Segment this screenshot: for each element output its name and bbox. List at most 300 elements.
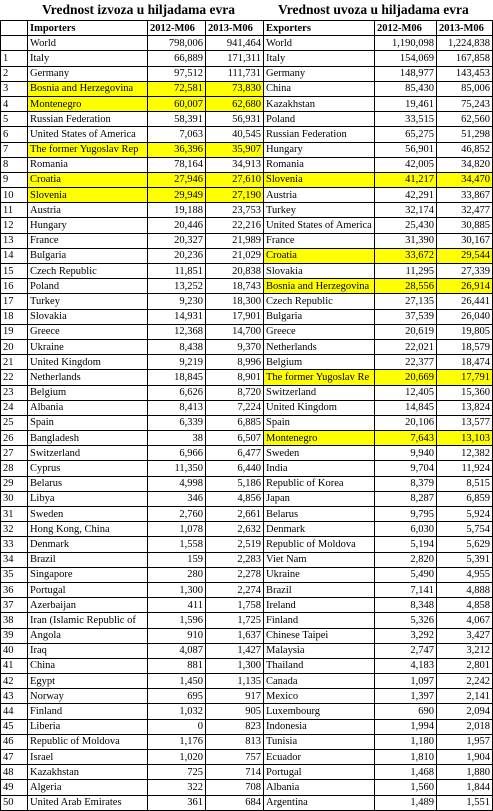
export-2012-value: 11,851 bbox=[148, 264, 206, 279]
exporter-name: Russian Federation bbox=[264, 127, 375, 142]
import-2012-value: 22,377 bbox=[375, 355, 437, 370]
importer-name: The former Yugoslav Rep bbox=[28, 142, 148, 157]
import-2013-value: 2,242 bbox=[437, 674, 493, 689]
exporter-name: Tunisia bbox=[264, 734, 375, 749]
rank-cell: 8 bbox=[1, 157, 28, 172]
exporter-name: Finland bbox=[264, 613, 375, 628]
export-2012-value: 14,931 bbox=[148, 309, 206, 324]
import-2013-value: 2,801 bbox=[437, 658, 493, 673]
import-2013-value: 15,360 bbox=[437, 385, 493, 400]
import-2012-value: 12,405 bbox=[375, 385, 437, 400]
rank-cell: 14 bbox=[1, 248, 28, 263]
importer-name: Cyprus bbox=[28, 461, 148, 476]
exporter-name: Croatia bbox=[264, 248, 375, 263]
export-2012-value: 159 bbox=[148, 552, 206, 567]
import-2013-value: 19,805 bbox=[437, 324, 493, 339]
rank-cell: 36 bbox=[1, 582, 28, 597]
importer-name: Bosnia and Herzegovina bbox=[28, 81, 148, 96]
import-2012-value: 42,005 bbox=[375, 157, 437, 172]
exporter-name: Italy bbox=[264, 51, 375, 66]
importer-name: Algeria bbox=[28, 780, 148, 795]
export-2012-value: 910 bbox=[148, 628, 206, 643]
exporter-name: Spain bbox=[264, 415, 375, 430]
import-2013-value: 13,824 bbox=[437, 400, 493, 415]
exporter-name: United States of America bbox=[264, 218, 375, 233]
rank-cell: 27 bbox=[1, 446, 28, 461]
rank-cell bbox=[1, 36, 28, 51]
table-row bbox=[1, 203, 493, 218]
import-2013-value: 143,453 bbox=[437, 66, 493, 81]
export-2012-value: 695 bbox=[148, 689, 206, 704]
importer-name: Brazil bbox=[28, 552, 148, 567]
export-2013-value: 917 bbox=[206, 689, 264, 704]
exporter-name: Japan bbox=[264, 491, 375, 506]
import-2013-value: 3,212 bbox=[437, 643, 493, 658]
export-2012-value: 1,596 bbox=[148, 613, 206, 628]
import-2012-value: 9,795 bbox=[375, 507, 437, 522]
exporter-name: Republic of Korea bbox=[264, 476, 375, 491]
import-2012-value: 9,940 bbox=[375, 446, 437, 461]
import-2013-value: 27,339 bbox=[437, 264, 493, 279]
exporter-name: India bbox=[264, 461, 375, 476]
import-2012-value: 11,295 bbox=[375, 264, 437, 279]
rank-cell: 40 bbox=[1, 643, 28, 658]
importer-name: United Arab Emirates bbox=[28, 795, 148, 810]
col4-header: 2013-M06 bbox=[437, 21, 493, 36]
export-2012-value: 13,252 bbox=[148, 279, 206, 294]
export-2013-value: 27,190 bbox=[206, 188, 264, 203]
table-row bbox=[1, 172, 493, 187]
export-2012-value: 2,760 bbox=[148, 507, 206, 522]
import-2012-value: 41,217 bbox=[375, 172, 437, 187]
rank-cell: 7 bbox=[1, 142, 28, 157]
import-2013-value: 33,867 bbox=[437, 188, 493, 203]
rank-cell: 49 bbox=[1, 780, 28, 795]
import-2013-value: 4,955 bbox=[437, 567, 493, 582]
table-row bbox=[1, 658, 493, 673]
exporter-name: Romania bbox=[264, 157, 375, 172]
export-2012-value: 38 bbox=[148, 431, 206, 446]
import-2012-value: 7,643 bbox=[375, 431, 437, 446]
exporter-name: Argentina bbox=[264, 795, 375, 810]
table-row bbox=[1, 491, 493, 506]
importer-name: Angola bbox=[28, 628, 148, 643]
rank-cell: 32 bbox=[1, 522, 28, 537]
import-2012-value: 28,556 bbox=[375, 279, 437, 294]
table-row bbox=[1, 765, 493, 780]
table-row bbox=[1, 218, 493, 233]
titles-bar bbox=[0, 0, 493, 20]
import-2012-value: 4,183 bbox=[375, 658, 437, 673]
exporter-name: Germany bbox=[264, 66, 375, 81]
exporter-name: Republic of Moldova bbox=[264, 537, 375, 552]
importer-name: Belgium bbox=[28, 385, 148, 400]
exporter-name: Chinese Taipei bbox=[264, 628, 375, 643]
export-2012-value: 20,446 bbox=[148, 218, 206, 233]
rank-cell: 9 bbox=[1, 172, 28, 187]
export-2012-value: 19,188 bbox=[148, 203, 206, 218]
import-2012-value: 22,021 bbox=[375, 339, 437, 354]
exporter-name: Montenegro bbox=[264, 431, 375, 446]
import-2012-value: 1,560 bbox=[375, 780, 437, 795]
importer-name: Russian Federation bbox=[28, 112, 148, 127]
import-2013-value: 12,382 bbox=[437, 446, 493, 461]
importer-name: Poland bbox=[28, 279, 148, 294]
exporter-name: Ireland bbox=[264, 598, 375, 613]
exporter-name: Kazakhstan bbox=[264, 96, 375, 111]
importer-name: Spain bbox=[28, 415, 148, 430]
export-2012-value: 1,450 bbox=[148, 674, 206, 689]
rank-cell: 4 bbox=[1, 96, 28, 111]
export-2013-value: 34,913 bbox=[206, 157, 264, 172]
rank-cell: 48 bbox=[1, 765, 28, 780]
exporter-name: The former Yugoslav Re bbox=[264, 370, 375, 385]
import-2012-value: 9,704 bbox=[375, 461, 437, 476]
export-2012-value: 322 bbox=[148, 780, 206, 795]
rank-cell: 45 bbox=[1, 719, 28, 734]
import-2013-value: 34,820 bbox=[437, 157, 493, 172]
table-row bbox=[1, 598, 493, 613]
import-2013-value: 5,924 bbox=[437, 507, 493, 522]
importer-name: Iran (Islamic Republic of bbox=[28, 613, 148, 628]
export-2012-value: 346 bbox=[148, 491, 206, 506]
importer-name: China bbox=[28, 658, 148, 673]
exporter-name: Viet Nam bbox=[264, 552, 375, 567]
table-row bbox=[1, 385, 493, 400]
table-row bbox=[1, 567, 493, 582]
exporter-name: Greece bbox=[264, 324, 375, 339]
importer-name: Italy bbox=[28, 51, 148, 66]
import-2013-value: 1,880 bbox=[437, 765, 493, 780]
export-2012-value: 1,176 bbox=[148, 734, 206, 749]
export-2013-value: 941,464 bbox=[206, 36, 264, 51]
import-2013-value: 13,577 bbox=[437, 415, 493, 430]
import-2012-value: 37,539 bbox=[375, 309, 437, 324]
importer-name: Singapore bbox=[28, 567, 148, 582]
export-2012-value: 27,946 bbox=[148, 172, 206, 187]
export-2013-value: 5,186 bbox=[206, 476, 264, 491]
importer-name: Switzerland bbox=[28, 446, 148, 461]
exporter-name: Belarus bbox=[264, 507, 375, 522]
import-2012-value: 5,326 bbox=[375, 613, 437, 628]
table-row bbox=[1, 142, 493, 157]
rank-cell: 26 bbox=[1, 431, 28, 446]
export-2012-value: 20,236 bbox=[148, 248, 206, 263]
table-row bbox=[1, 552, 493, 567]
export-2013-value: 2,632 bbox=[206, 522, 264, 537]
exporter-name: Albania bbox=[264, 780, 375, 795]
table-row bbox=[1, 157, 493, 172]
export-2013-value: 2,283 bbox=[206, 552, 264, 567]
export-2013-value: 1,725 bbox=[206, 613, 264, 628]
exporter-name: Indonesia bbox=[264, 719, 375, 734]
import-2013-value: 1,551 bbox=[437, 795, 493, 810]
table-row bbox=[1, 400, 493, 415]
exporter-name: Canada bbox=[264, 674, 375, 689]
rank-cell: 12 bbox=[1, 218, 28, 233]
importers-header: Importers bbox=[28, 21, 148, 36]
table-row bbox=[1, 309, 493, 324]
import-2012-value: 25,430 bbox=[375, 218, 437, 233]
exporter-name: China bbox=[264, 81, 375, 96]
export-2013-value: 6,477 bbox=[206, 446, 264, 461]
import-2012-value: 85,430 bbox=[375, 81, 437, 96]
import-2012-value: 1,994 bbox=[375, 719, 437, 734]
importer-name: Slovenia bbox=[28, 188, 148, 203]
rank-cell: 5 bbox=[1, 112, 28, 127]
export-2013-value: 73,830 bbox=[206, 81, 264, 96]
importer-name: Norway bbox=[28, 689, 148, 704]
col2-header: 2013-M06 bbox=[206, 21, 264, 36]
export-2012-value: 881 bbox=[148, 658, 206, 673]
export-2013-value: 813 bbox=[206, 734, 264, 749]
import-2012-value: 8,379 bbox=[375, 476, 437, 491]
rank-cell: 20 bbox=[1, 339, 28, 354]
import-2013-value: 4,858 bbox=[437, 598, 493, 613]
table-row bbox=[1, 431, 493, 446]
export-2013-value: 4,856 bbox=[206, 491, 264, 506]
table-row bbox=[1, 613, 493, 628]
import-2013-value: 46,852 bbox=[437, 142, 493, 157]
exporter-name: Denmark bbox=[264, 522, 375, 537]
table-row bbox=[1, 339, 493, 354]
export-2012-value: 0 bbox=[148, 719, 206, 734]
export-2012-value: 9,219 bbox=[148, 355, 206, 370]
export-2012-value: 280 bbox=[148, 567, 206, 582]
import-2013-value: 30,885 bbox=[437, 218, 493, 233]
importer-name: Liberia bbox=[28, 719, 148, 734]
importer-name: Finland bbox=[28, 704, 148, 719]
export-2012-value: 20,327 bbox=[148, 233, 206, 248]
import-2012-value: 3,292 bbox=[375, 628, 437, 643]
export-2013-value: 20,838 bbox=[206, 264, 264, 279]
import-2013-value: 51,298 bbox=[437, 127, 493, 142]
exporter-name: United Kingdom bbox=[264, 400, 375, 415]
export-2013-value: 708 bbox=[206, 780, 264, 795]
import-2013-value: 75,243 bbox=[437, 96, 493, 111]
export-2013-value: 14,700 bbox=[206, 324, 264, 339]
import-2012-value: 56,901 bbox=[375, 142, 437, 157]
importer-name: Montenegro bbox=[28, 96, 148, 111]
export-2013-value: 7,224 bbox=[206, 400, 264, 415]
import-2012-value: 27,135 bbox=[375, 294, 437, 309]
import-2013-value: 1,957 bbox=[437, 734, 493, 749]
import-2013-value: 1,224,838 bbox=[437, 36, 493, 51]
export-2013-value: 35,907 bbox=[206, 142, 264, 157]
rank-cell: 35 bbox=[1, 567, 28, 582]
import-2013-value: 62,560 bbox=[437, 112, 493, 127]
rank-cell: 33 bbox=[1, 537, 28, 552]
import-2013-value: 18,579 bbox=[437, 339, 493, 354]
export-2013-value: 1,637 bbox=[206, 628, 264, 643]
export-2013-value: 22,216 bbox=[206, 218, 264, 233]
import-2013-value: 1,844 bbox=[437, 780, 493, 795]
importer-name: Belarus bbox=[28, 476, 148, 491]
export-2013-value: 27,610 bbox=[206, 172, 264, 187]
exporter-name: Czech Republic bbox=[264, 294, 375, 309]
table-row bbox=[1, 112, 493, 127]
table-row bbox=[1, 582, 493, 597]
importer-name: Austria bbox=[28, 203, 148, 218]
import-2012-value: 33,515 bbox=[375, 112, 437, 127]
import-2013-value: 2,018 bbox=[437, 719, 493, 734]
export-2013-value: 1,758 bbox=[206, 598, 264, 613]
import-2012-value: 20,106 bbox=[375, 415, 437, 430]
export-2013-value: 18,300 bbox=[206, 294, 264, 309]
export-2013-value: 8,901 bbox=[206, 370, 264, 385]
export-2013-value: 6,507 bbox=[206, 431, 264, 446]
importer-name: Czech Republic bbox=[28, 264, 148, 279]
export-2013-value: 714 bbox=[206, 765, 264, 780]
importer-name: World bbox=[28, 36, 148, 51]
col3-header: 2012-M06 bbox=[375, 21, 437, 36]
rank-cell: 46 bbox=[1, 734, 28, 749]
rank-cell: 29 bbox=[1, 476, 28, 491]
export-2012-value: 58,391 bbox=[148, 112, 206, 127]
import-2013-value: 2,094 bbox=[437, 704, 493, 719]
export-2012-value: 361 bbox=[148, 795, 206, 810]
exporter-name: France bbox=[264, 233, 375, 248]
exporter-name: Bosnia and Herzegovina bbox=[264, 279, 375, 294]
table-row bbox=[1, 81, 493, 96]
export-title: Vrednost izvoza u hiljadama evra bbox=[42, 2, 235, 17]
export-2013-value: 40,545 bbox=[206, 127, 264, 142]
col1-header: 2012-M06 bbox=[148, 21, 206, 36]
rank-cell: 11 bbox=[1, 203, 28, 218]
export-2013-value: 1,135 bbox=[206, 674, 264, 689]
export-2012-value: 798,006 bbox=[148, 36, 206, 51]
exporter-name: World bbox=[264, 36, 375, 51]
importer-name: United States of America bbox=[28, 127, 148, 142]
exporter-name: Austria bbox=[264, 188, 375, 203]
importer-name: Israel bbox=[28, 750, 148, 765]
import-2013-value: 18,474 bbox=[437, 355, 493, 370]
rank-cell: 18 bbox=[1, 309, 28, 324]
importer-name: Iraq bbox=[28, 643, 148, 658]
importer-name: Egypt bbox=[28, 674, 148, 689]
table-row bbox=[1, 750, 493, 765]
export-2013-value: 8,996 bbox=[206, 355, 264, 370]
table-row bbox=[1, 689, 493, 704]
importer-name: Croatia bbox=[28, 172, 148, 187]
header-row bbox=[1, 21, 493, 36]
importer-name: Ukraine bbox=[28, 339, 148, 354]
importer-name: Albania bbox=[28, 400, 148, 415]
rank-cell: 39 bbox=[1, 628, 28, 643]
exporter-name: Netherlands bbox=[264, 339, 375, 354]
rank-cell: 47 bbox=[1, 750, 28, 765]
table-row bbox=[1, 324, 493, 339]
import-2013-value: 2,141 bbox=[437, 689, 493, 704]
import-2012-value: 8,287 bbox=[375, 491, 437, 506]
rank-header bbox=[1, 21, 28, 36]
importer-name: Republic of Moldova bbox=[28, 734, 148, 749]
import-2012-value: 19,461 bbox=[375, 96, 437, 111]
export-2013-value: 6,885 bbox=[206, 415, 264, 430]
importer-name: Kazakhstan bbox=[28, 765, 148, 780]
import-2012-value: 2,747 bbox=[375, 643, 437, 658]
table-row bbox=[1, 628, 493, 643]
table-row bbox=[1, 188, 493, 203]
export-2013-value: 56,931 bbox=[206, 112, 264, 127]
export-2012-value: 66,889 bbox=[148, 51, 206, 66]
import-2012-value: 42,291 bbox=[375, 188, 437, 203]
import-2013-value: 29,544 bbox=[437, 248, 493, 263]
importer-name: Netherlands bbox=[28, 370, 148, 385]
table-row bbox=[1, 294, 493, 309]
export-2012-value: 8,438 bbox=[148, 339, 206, 354]
table-row bbox=[1, 127, 493, 142]
export-2013-value: 18,743 bbox=[206, 279, 264, 294]
exporter-name: Sweden bbox=[264, 446, 375, 461]
import-2012-value: 20,669 bbox=[375, 370, 437, 385]
export-2013-value: 905 bbox=[206, 704, 264, 719]
rank-cell: 6 bbox=[1, 127, 28, 142]
import-2013-value: 26,441 bbox=[437, 294, 493, 309]
importer-name: Slovakia bbox=[28, 309, 148, 324]
importer-name: Denmark bbox=[28, 537, 148, 552]
export-2012-value: 60,007 bbox=[148, 96, 206, 111]
import-2012-value: 154,069 bbox=[375, 51, 437, 66]
import-2013-value: 3,427 bbox=[437, 628, 493, 643]
rank-cell: 31 bbox=[1, 507, 28, 522]
rank-cell: 28 bbox=[1, 461, 28, 476]
rank-cell: 37 bbox=[1, 598, 28, 613]
table-row bbox=[1, 476, 493, 491]
exporter-name: Switzerland bbox=[264, 385, 375, 400]
export-2012-value: 725 bbox=[148, 765, 206, 780]
importer-name: Bangladesh bbox=[28, 431, 148, 446]
import-2013-value: 30,167 bbox=[437, 233, 493, 248]
rank-cell: 25 bbox=[1, 415, 28, 430]
import-2013-value: 5,629 bbox=[437, 537, 493, 552]
export-2013-value: 1,427 bbox=[206, 643, 264, 658]
exporter-name: Belgium bbox=[264, 355, 375, 370]
exporter-name: Brazil bbox=[264, 582, 375, 597]
import-2012-value: 8,348 bbox=[375, 598, 437, 613]
exporter-name: Hungary bbox=[264, 142, 375, 157]
rank-cell: 34 bbox=[1, 552, 28, 567]
table-row bbox=[1, 96, 493, 111]
import-2012-value: 5,490 bbox=[375, 567, 437, 582]
table-row bbox=[1, 370, 493, 385]
table-row bbox=[1, 415, 493, 430]
import-2012-value: 20,619 bbox=[375, 324, 437, 339]
import-2012-value: 32,174 bbox=[375, 203, 437, 218]
export-2013-value: 6,440 bbox=[206, 461, 264, 476]
table-row bbox=[1, 279, 493, 294]
export-2013-value: 8,720 bbox=[206, 385, 264, 400]
import-2012-value: 1,810 bbox=[375, 750, 437, 765]
table-row bbox=[1, 734, 493, 749]
export-2012-value: 4,998 bbox=[148, 476, 206, 491]
table-row bbox=[1, 719, 493, 734]
export-2013-value: 17,901 bbox=[206, 309, 264, 324]
import-2013-value: 4,067 bbox=[437, 613, 493, 628]
import-2013-value: 5,391 bbox=[437, 552, 493, 567]
import-2013-value: 26,914 bbox=[437, 279, 493, 294]
rank-cell: 13 bbox=[1, 233, 28, 248]
importer-name: Azerbaijan bbox=[28, 598, 148, 613]
export-2012-value: 4,087 bbox=[148, 643, 206, 658]
export-2013-value: 2,278 bbox=[206, 567, 264, 582]
table-row bbox=[1, 355, 493, 370]
export-2013-value: 21,989 bbox=[206, 233, 264, 248]
rank-cell: 10 bbox=[1, 188, 28, 203]
export-2012-value: 72,581 bbox=[148, 81, 206, 96]
rank-cell: 24 bbox=[1, 400, 28, 415]
import-2012-value: 6,030 bbox=[375, 522, 437, 537]
